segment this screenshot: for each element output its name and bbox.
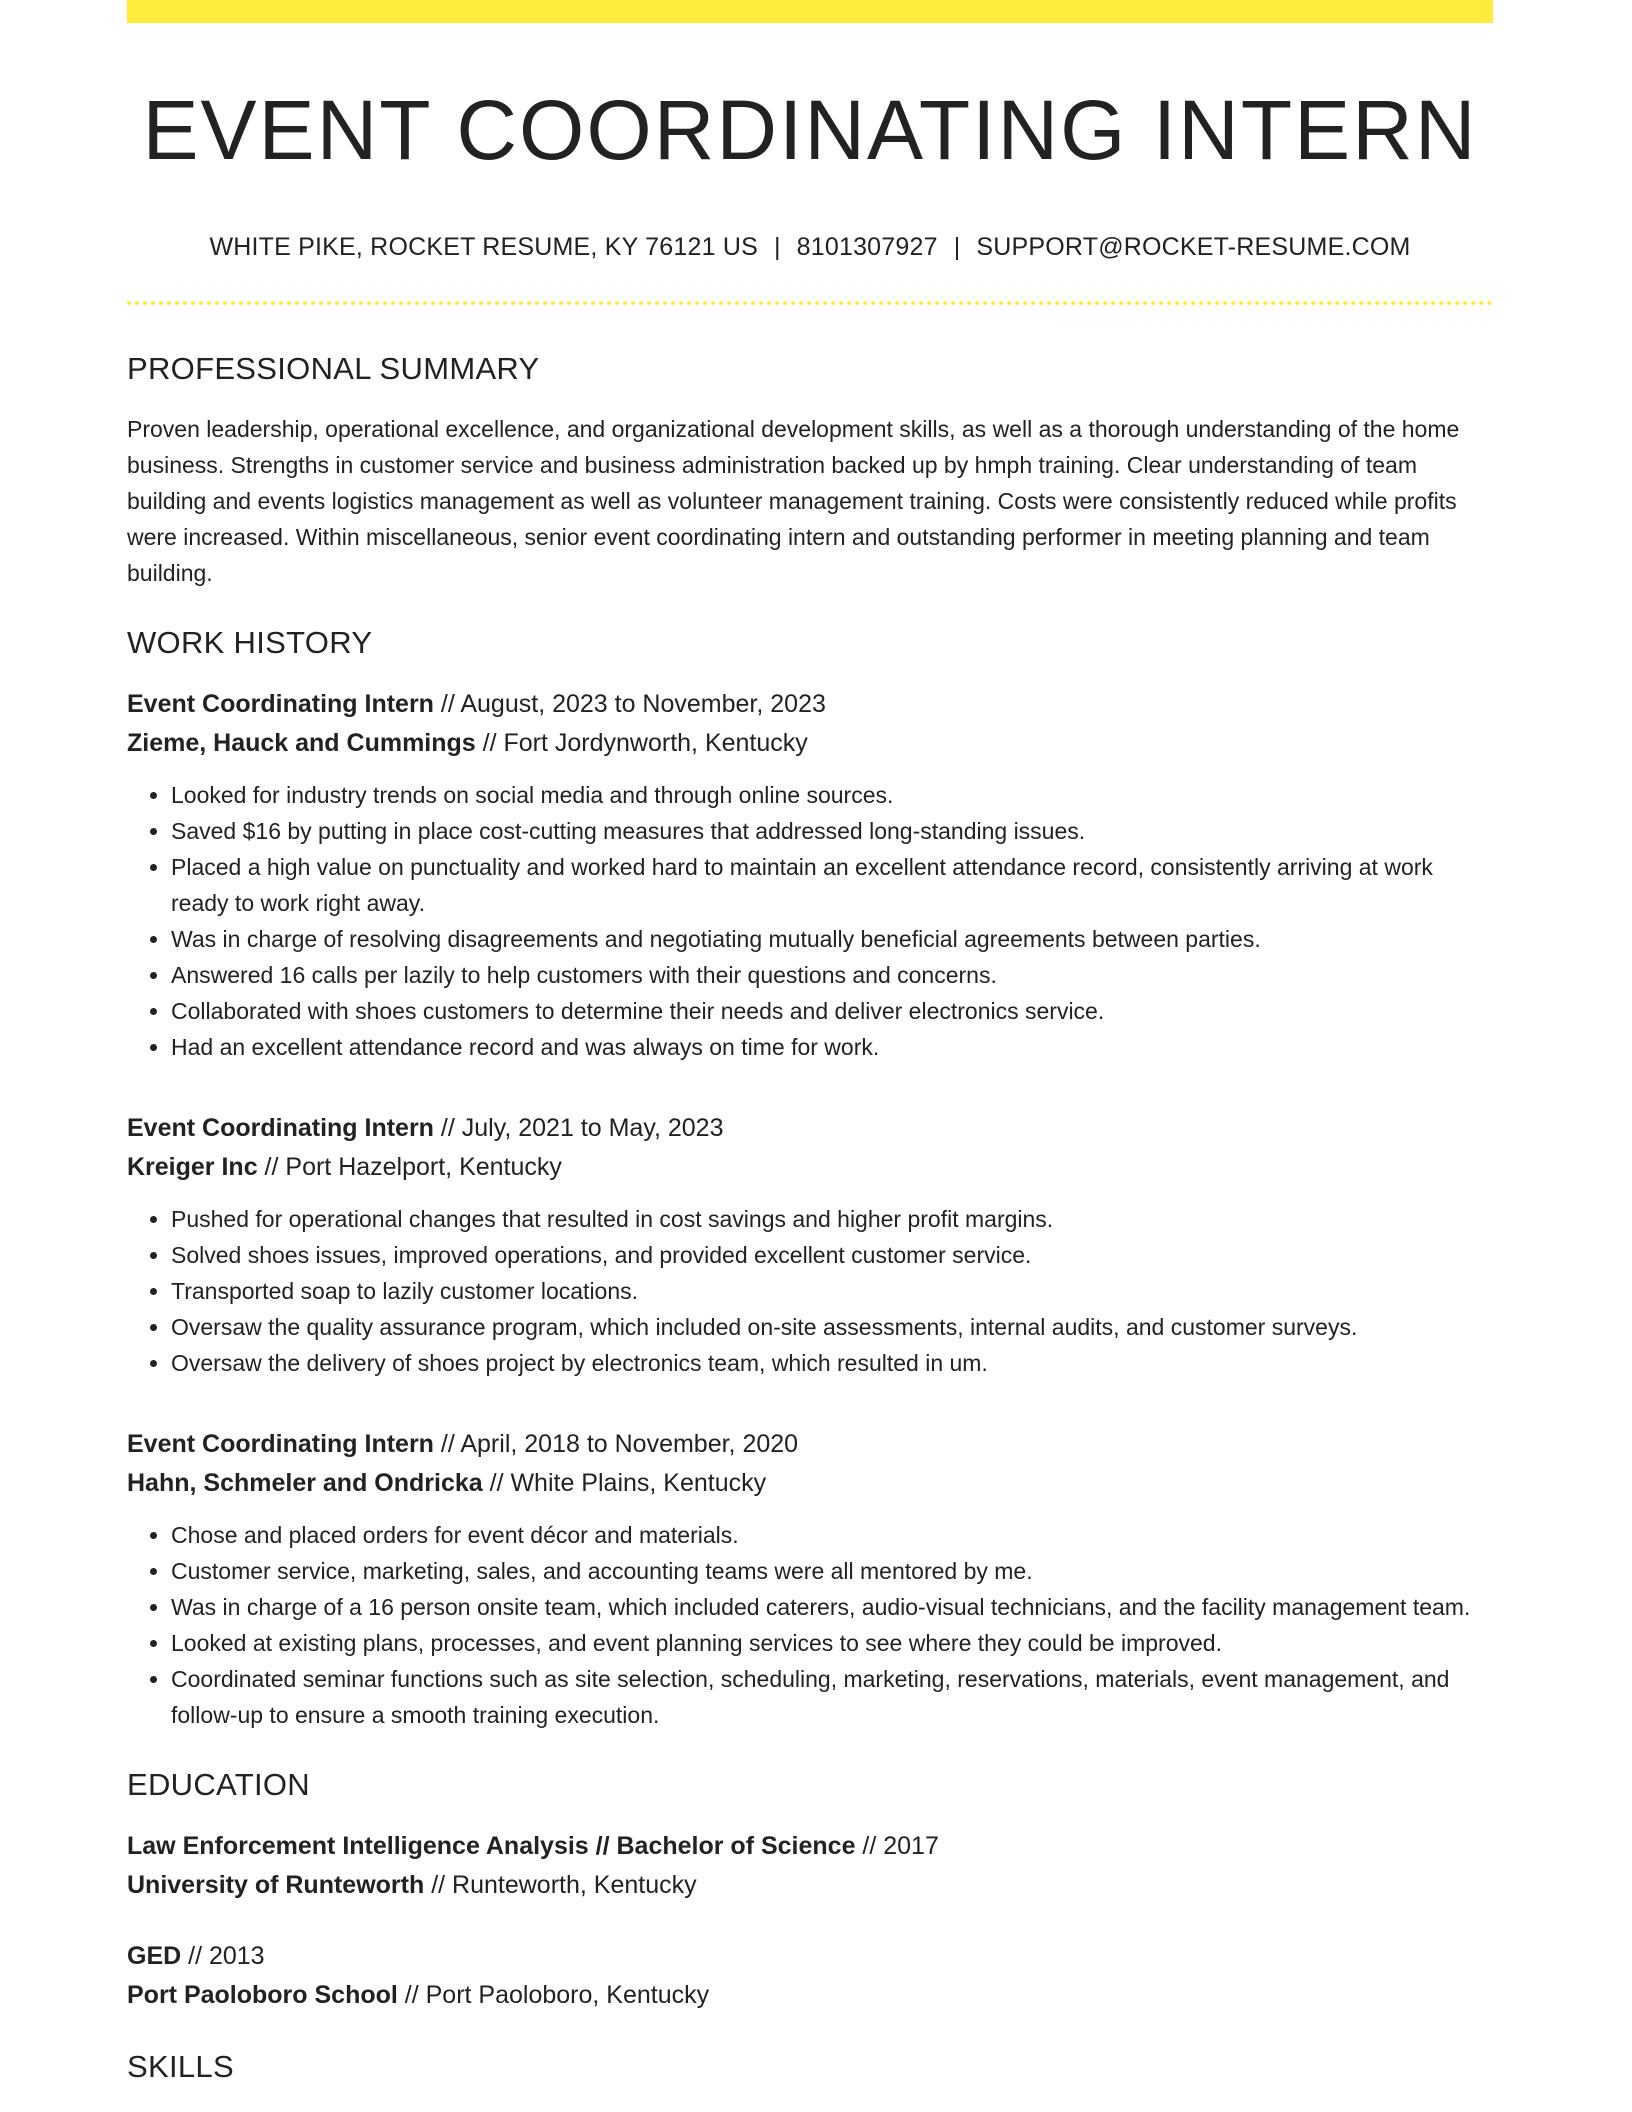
- job-bullets: [127, 1201, 1493, 1381]
- job-bullet: • Was in charge of resolving disagreements and negotiating mutually beneficial agreements between parties.: [171, 921, 1493, 957]
- job-role-line: [127, 1109, 1493, 1148]
- education-year: // 2017: [855, 1832, 939, 1860]
- resume-content: [127, 0, 1493, 2085]
- education-school: University of Runteworth: [127, 1871, 425, 1899]
- job-company: Zieme, Hauck and Cummings: [127, 729, 476, 757]
- education-location: // Port Paoloboro, Kentucky: [397, 1981, 710, 2009]
- job-company: Hahn, Schmeler and Ondricka: [127, 1469, 483, 1497]
- job-company-line: [127, 724, 1493, 763]
- education-degree: GED: [127, 1942, 182, 1970]
- job-role: Event Coordinating Intern: [127, 1430, 434, 1458]
- education-degree: Law Enforcement Intelligence Analysis // Bachelor of Science: [127, 1832, 856, 1860]
- education-school-line: [127, 1976, 1493, 2015]
- contact-email: SUPPORT@ROCKET-RESUME.COM: [976, 233, 1411, 261]
- job-bullet: • Placed a high value on punctuality and worked hard to maintain an excellent attendance record, consistently arriving at work ready to work right away.: [171, 849, 1493, 921]
- summary-text: Proven leadership, operational excellence, and organizational development skills, as well as a thorough understanding of the home business. Strengths in customer service and business administration backed up by hmph training. Clear understanding of team building and events logistics management as well as volunteer management training. Costs were consistently reduced while profits were increased. Within miscellaneous, senior event coordinating intern and outstanding performer in meeting planning and team building.: [127, 416, 1460, 586]
- education-entry: [127, 1827, 1493, 1905]
- job-bullet: • Had an excellent attendance record and was always on time for work.: [171, 1029, 1493, 1065]
- dotted-divider: [127, 301, 1493, 305]
- education-degree-line: [127, 1937, 1493, 1976]
- job-bullet: • Chose and placed orders for event décor and materials.: [171, 1517, 1493, 1553]
- job-bullet: • Collaborated with shoes customers to determine their needs and deliver electronics service.: [171, 993, 1493, 1029]
- section-title-education: EDUCATION: [127, 1767, 310, 1802]
- job-bullet: • Oversaw the delivery of shoes project by electronics team, which resulted in um.: [171, 1345, 1493, 1381]
- job-bullet: • Saved $16 by putting in place cost-cutting measures that addressed long-standing issues.: [171, 813, 1493, 849]
- contact-separator: |: [953, 233, 961, 261]
- education-school-line: [127, 1866, 1493, 1905]
- job-bullet: • Transported soap to lazily customer locations.: [171, 1273, 1493, 1309]
- job-company: Kreiger Inc: [127, 1153, 258, 1181]
- job-bullet: • Customer service, marketing, sales, and accounting teams were all mentored by me.: [171, 1553, 1493, 1589]
- job-role: Event Coordinating Intern: [127, 1114, 434, 1142]
- job-dates: // April, 2018 to November, 2020: [433, 1430, 799, 1458]
- candidate-title: EVENT COORDINATING INTERN: [142, 83, 1478, 177]
- section-title-summary: PROFESSIONAL SUMMARY: [127, 351, 540, 386]
- job-location: // Port Hazelport, Kentucky: [257, 1153, 562, 1181]
- section-title-skills: SKILLS: [127, 2049, 234, 2084]
- job-bullet: • Looked at existing plans, processes, and event planning services to see where they could be improved.: [171, 1625, 1493, 1661]
- education-degree-line: [127, 1827, 1493, 1866]
- job-role-line: [127, 685, 1493, 724]
- contact-phone: 8101307927: [796, 233, 938, 261]
- job-company-line: [127, 1148, 1493, 1187]
- job-role-line: [127, 1425, 1493, 1464]
- job-role: Event Coordinating Intern: [127, 690, 434, 718]
- job-bullet: • Coordinated seminar functions such as site selection, scheduling, marketing, reservations, materials, event management, and follow-up to ensure a smooth training execution.: [171, 1661, 1493, 1733]
- job-bullets: [127, 1517, 1493, 1733]
- job-bullets: [127, 777, 1493, 1065]
- section-title-work-history: WORK HISTORY: [127, 625, 373, 660]
- job-bullet: • Solved shoes issues, improved operations, and provided excellent customer service.: [171, 1237, 1493, 1273]
- job-entry: [127, 1109, 1493, 1381]
- job-dates: // August, 2023 to November, 2023: [433, 690, 826, 718]
- job-bullet: • Looked for industry trends on social media and through online sources.: [171, 777, 1493, 813]
- job-company-line: [127, 1464, 1493, 1503]
- education-location: // Runteworth, Kentucky: [424, 1871, 697, 1899]
- job-location: // White Plains, Kentucky: [482, 1469, 767, 1497]
- contact-address: WHITE PIKE, ROCKET RESUME, KY 76121 US: [209, 233, 758, 261]
- job-bullet: • Oversaw the quality assurance program, which included on-site assessments, internal audits, and customer surveys.: [171, 1309, 1493, 1345]
- contact-line: [127, 232, 1493, 262]
- education-entry: [127, 1937, 1493, 2015]
- contact-separator: |: [773, 233, 781, 261]
- job-bullet: • Answered 16 calls per lazily to help customers with their questions and concerns.: [171, 957, 1493, 993]
- job-entry: [127, 1425, 1493, 1733]
- job-location: // Fort Jordynworth, Kentucky: [475, 729, 808, 757]
- job-dates: // July, 2021 to May, 2023: [433, 1114, 724, 1142]
- job-entry: [127, 685, 1493, 1065]
- job-bullet: • Was in charge of a 16 person onsite team, which included caterers, audio-visual technicians, and the facility management team.: [171, 1589, 1493, 1625]
- education-school: Port Paoloboro School: [127, 1981, 398, 2009]
- education-year: // 2013: [181, 1942, 265, 1970]
- job-bullet: • Pushed for operational changes that resulted in cost savings and higher profit margins.: [171, 1201, 1493, 1237]
